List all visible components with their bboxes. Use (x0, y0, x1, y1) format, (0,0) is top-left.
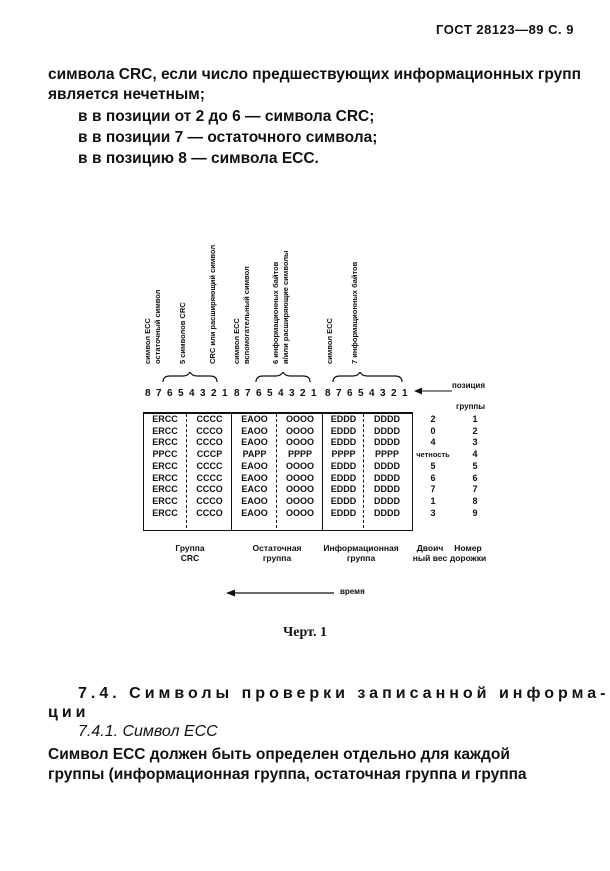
binary-weight-cell: 3 (430, 507, 436, 518)
pos-num: 8 (145, 388, 151, 399)
pos-num: 8 (325, 388, 331, 399)
binary-weight-cell: 0 (430, 425, 436, 436)
grid-cell: EAOO (241, 495, 268, 506)
binary-weight-cell: 1 (430, 495, 436, 506)
grid-cell: OOOO (285, 414, 314, 424)
body-line-2: группы (информационная группа, остаточная группа и группа (48, 766, 527, 783)
track-number-cell: 7 (472, 484, 478, 495)
grid-cell: ERCC (152, 472, 178, 483)
grid-cell: EDDD (330, 484, 357, 495)
pos-num: 1 (222, 388, 228, 399)
binary-weight-cell: 2 (430, 414, 436, 424)
binary-weight-cell: 6 (430, 472, 436, 483)
pos-num: 4 (278, 388, 284, 399)
pos-num: 7 (156, 388, 162, 399)
grid-cell: DDDD (374, 460, 400, 471)
figure-table (143, 414, 494, 519)
grid-cell: EDDD (330, 495, 357, 506)
pos-num: 7 (245, 388, 251, 399)
grid-cell: PPPP (287, 449, 312, 460)
grid-cell: ERCC (152, 484, 178, 495)
track-number-cell: 4 (472, 449, 478, 460)
pos-num: 7 (336, 388, 342, 399)
grid-cell: EDDD (330, 460, 357, 471)
time-label: время (340, 587, 365, 596)
brace-crc (163, 372, 217, 382)
grid-cell: EAOO (241, 507, 268, 518)
grid-cell: PAPP (242, 449, 267, 460)
grid-cell: CCCC (196, 414, 223, 424)
binary-weight-cell: 7 (430, 484, 436, 495)
grid-cell: ERCC (152, 507, 178, 518)
track-number-cell: 2 (472, 425, 478, 436)
section-heading: 7.4. Символы проверки записанной информа- (78, 685, 610, 702)
pos-num: 5 (178, 388, 184, 399)
label-ecc-symbol-1: символ ECC (143, 318, 152, 364)
grid-cell: EAOO (241, 460, 268, 471)
brace-residual (256, 372, 310, 382)
pos-num: 6 (347, 388, 353, 399)
label-residual-symbol: остаточный символ (153, 289, 162, 364)
groups-label: группы (456, 402, 486, 411)
pos-num: 1 (402, 388, 408, 399)
binary-weight-cell: 5 (430, 460, 436, 471)
grid-cell: ERCC (152, 425, 178, 436)
grid-cell: CCCP (196, 449, 223, 460)
body-line-1: Символ ECC должен быть определен отдельно для каждой (48, 746, 510, 763)
grid-cell: EDDD (330, 437, 357, 448)
grid-cell: EAOO (241, 472, 268, 483)
grid-cell: CCCO (196, 425, 223, 436)
pos-num: 5 (358, 388, 364, 399)
grid-cell: OOOO (285, 425, 314, 436)
table-row (143, 437, 494, 449)
position-label: позиция (452, 381, 486, 390)
grid-cell: DDDD (374, 472, 400, 483)
table-row (143, 461, 494, 473)
grid-cell: DDDD (374, 484, 400, 495)
intro-line-1: символа CRC, если число предшествующих информационных групп (48, 66, 581, 83)
pos-num: 3 (200, 388, 206, 399)
grid-cell: ERCC (152, 460, 178, 471)
track-number-cell: 9 (472, 507, 478, 518)
grid-cell: EDDD (330, 425, 357, 436)
bullet-item-1: в в позиции от 2 до 6 — символа CRC; (78, 108, 375, 125)
binary-weight-cell: четность (416, 450, 450, 460)
grid-cell: EAOO (241, 437, 268, 448)
grid-cell: OOOO (285, 495, 314, 506)
label-ecc-symbol-3: символ ECC (325, 318, 334, 364)
pos-num: 2 (391, 388, 397, 399)
grid-cell: EDDD (330, 414, 357, 424)
label-5-crc: 5 символов CRC (178, 302, 187, 364)
page-header: ГОСТ 28123—89 С. 9 (436, 22, 574, 37)
left-arrow-icon (414, 386, 454, 396)
info-group-label: Информационная группа (323, 543, 399, 563)
grid-cell: PPPP (374, 449, 399, 460)
figure-caption: Черт. 1 (283, 625, 327, 640)
grid-cell: CCCO (196, 507, 223, 518)
table-row (143, 414, 494, 426)
grid-cell: ERCC (152, 414, 178, 424)
grid-cell: CCCC (196, 460, 223, 471)
binary-weight-cell: 4 (430, 437, 436, 448)
track-number-cell: 6 (472, 472, 478, 483)
label-extension-symbols: и/или расширяющие символы (281, 250, 290, 364)
grid-cell: OOOO (285, 507, 314, 518)
grid-cell: EACO (241, 484, 268, 495)
pos-num: 8 (234, 388, 240, 399)
grid-cell: OOOO (285, 472, 314, 483)
grid-cell: EDDD (330, 472, 357, 483)
label-ecc-symbol-2: символ ECC (232, 318, 241, 364)
grid-cell: DDDD (374, 437, 400, 448)
grid-cell: DDDD (374, 414, 400, 424)
grid-cell: CCCO (196, 484, 223, 495)
grid-cell: PPCC (152, 449, 178, 460)
pos-num: 5 (267, 388, 273, 399)
pos-num: 2 (211, 388, 217, 399)
crc-group-label: Группа CRC (175, 543, 205, 563)
grid-cell: OOOO (285, 460, 314, 471)
grid-cell: CCCC (196, 472, 223, 483)
track-number-cell: 8 (472, 495, 478, 506)
track-number-cell: 3 (472, 437, 478, 448)
grid-cell: DDDD (374, 425, 400, 436)
pos-num: 1 (311, 388, 317, 399)
track-number-label: Номер дорожки (449, 543, 487, 563)
track-number-cell: 1 (472, 414, 478, 424)
grid-cell: PPPP (331, 449, 356, 460)
time-arrow-icon (226, 588, 336, 598)
residual-group-label: Остаточная группа (252, 543, 302, 563)
pos-num: 6 (167, 388, 173, 399)
grid-cell: ERCC (152, 495, 178, 506)
pos-num: 6 (256, 388, 262, 399)
grid-cell: OOOO (285, 484, 314, 495)
table-row (143, 426, 494, 438)
position-numbers-row (143, 388, 418, 400)
table-row (143, 484, 494, 496)
grid-cell: EAOO (241, 425, 268, 436)
subsection-heading: 7.4.1. Символ ECC (78, 723, 218, 740)
pos-num: 4 (189, 388, 195, 399)
grid-cell: DDDD (374, 495, 400, 506)
bullet-item-3: в в позицию 8 — символа ECC. (78, 150, 319, 167)
grid-cell: CCCO (196, 495, 223, 506)
binary-weight-label: Двоич ный вес (412, 543, 448, 563)
intro-line-2: является нечетным; (48, 86, 205, 103)
table-row (143, 496, 494, 508)
grid-cell: OOOO (285, 437, 314, 448)
bullet-item-2: в в позиции 7 — остаточного символа; (78, 129, 378, 146)
grid-cell: DDDD (374, 507, 400, 518)
grid-cell: CCCO (196, 437, 223, 448)
label-crc-or-extension: CRC или расширяющий символ (208, 244, 217, 364)
grid-cell: EDDD (330, 507, 357, 518)
section-heading-cont: ции (48, 704, 90, 721)
table-row (143, 473, 494, 485)
label-6-info-bytes: 6 информационных байтов (271, 261, 280, 364)
brace-info (333, 372, 402, 382)
grid-cell: EAOO (241, 414, 268, 424)
pos-num: 2 (300, 388, 306, 399)
table-row (143, 449, 494, 461)
label-7-info-bytes: 7 информационных байтов (350, 261, 359, 364)
pos-num: 3 (380, 388, 386, 399)
track-number-cell: 5 (472, 460, 478, 471)
label-auxiliary-symbol: вспомогательный символ (242, 266, 251, 364)
pos-num: 3 (289, 388, 295, 399)
table-row (143, 508, 494, 520)
pos-num: 4 (369, 388, 375, 399)
grid-cell: ERCC (152, 437, 178, 448)
